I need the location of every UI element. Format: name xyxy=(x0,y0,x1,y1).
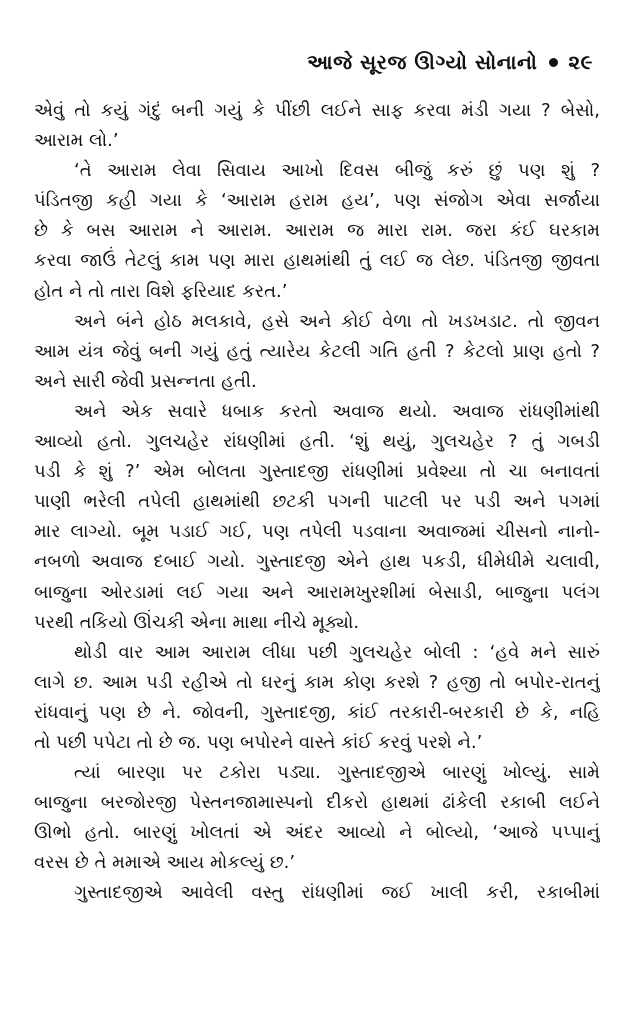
text-line: પરથી તકિયો ઊંચકી એના માથા નીચે મૂક્યો. xyxy=(34,611,360,633)
text-line: ઊભો હતો. બારણું ખોલતાં એ અંદર આવ્યો ને બોલ્યો, ‘આજે પપ્પાનું xyxy=(34,822,600,844)
text-line: અને બંને હોઠ મલકાવે, હસે અને કોઈ વેળા તો ખડખડાટ. તો જીવન xyxy=(74,310,600,332)
text-line: વરસ છે તે મમાએ આય મોકલ્યું છ.’ xyxy=(34,852,296,874)
text-line: આરામ લો.’ xyxy=(34,130,119,152)
text-line: થોડી વાર આમ આરામ લીધા પછી ગુલચહેર બોલી : ‘હવે મને સારું xyxy=(74,641,600,663)
text-line: અને એક સવારે ધબાક કરતો અવાજ થયો. અવાજ રાંધણીમાંથી xyxy=(74,400,600,422)
text-line: પાણી ભરેલી તપેલી હાથમાંથી છટકી પગની પાટલી પર પડી અને પગમાં xyxy=(34,491,600,513)
text-line: કરવા જાઉં તેટલું કામ પણ મારા હાથમાંથી તું લઈ જ લેછ. પંડિતજી જીવતા xyxy=(34,250,600,272)
text-line: લાગે છ. આમ પડી રહીએ તો ઘરનું કામ કોણ કરશે ? હજી તો બપોર-રાતનું xyxy=(34,671,600,693)
text-line: રાંધવાનું પણ છે ને. જોવની, ગુસ્તાદજી, કાંઈ તરકારી-બરકારી છે કે, નહિ xyxy=(34,701,600,723)
text-line: છે કે બસ આરામ ને આરામ. આરામ જ મારા રામ. જરા કંઈ ઘરકામ xyxy=(34,220,600,242)
text-line: આમ યંત્ર જેવું બની ગયું હતું ત્યારેય કેટલી ગતિ હતી ? કેટલો પ્રાણ હતો ? xyxy=(34,340,600,362)
text-line: ગુસ્તાદજીએ આવેલી વસ્તુ રાંધણીમાં જઈ ખાલી કરી, રકાબીમાં xyxy=(74,882,600,904)
text-line: પંડિતજી કહી ગયા કે ‘આરામ હરામ હય’, પણ સંજોગ એવા સર્જાયા xyxy=(34,190,600,212)
running-header xyxy=(307,46,593,78)
text-line: ત્યાં બારણા પર ટકોરા પડ્યા. ગુસ્તાદજીએ બારણું ખોલ્યું. સામે xyxy=(74,762,600,784)
bullet-icon xyxy=(549,58,558,67)
text-line: ‘તે આરામ લેવા સિવાય આખો દિવસ બીજું કરું છું પણ શું ? xyxy=(74,160,600,182)
text-line: માર લાગ્યો. બૂમ પડાઈ ગઈ, પણ તપેલી પડવાના અવાજમાં ચીસનો નાનો- xyxy=(34,521,600,543)
text-line: નબળો અવાજ દબાઈ ગયો. ગુસ્તાદજી એને હાથ પકડી, ધીમેધીમે ચલાવી, xyxy=(34,551,600,573)
page-body-text xyxy=(34,96,600,909)
text-line: એવું તો કયું ગંદું બની ગયું કે પીંછી લઈને સાફ કરવા મંડી ગયા ? બેસો, xyxy=(34,100,600,121)
text-line: હોત ને તો તારા વિશે ફરિયાદ કરત.’ xyxy=(34,280,288,302)
running-header-title: આજે સૂરજ ઊગ્યો સોનાનો xyxy=(307,50,538,74)
page-number: ૨૯ xyxy=(568,50,593,74)
text-line: બાજુના ઓરડામાં લઈ ગયા અને આરામખુરશીમાં બેસાડી, બાજુના પલંગ xyxy=(34,581,600,603)
text-line: બાજુના બરજોરજી પેસ્તનજામાસ્પનો દીકરો હાથમાં ઢાંકેલી રકાબી લઈને xyxy=(34,792,600,814)
text-line: અને સારી જેવી પ્રસન્નતા હતી. xyxy=(34,370,257,392)
text-line: તો પછી પપેટા તો છે જ. પણ બપોરને વાસ્તે કાંઈ કરવું પરશે ને.’ xyxy=(34,731,483,753)
text-line: પડી કે શું ?’ એમ બોલતા ગુસ્તાદજી રાંધણીમાં પ્રવેશ્યા તો ચા બનાવતાં xyxy=(34,461,600,483)
text-line: આવ્યો હતો. ગુલચહેર રાંધણીમાં હતી. ‘શું થયું, ગુલચહેર ? તું ગબડી xyxy=(34,431,600,453)
